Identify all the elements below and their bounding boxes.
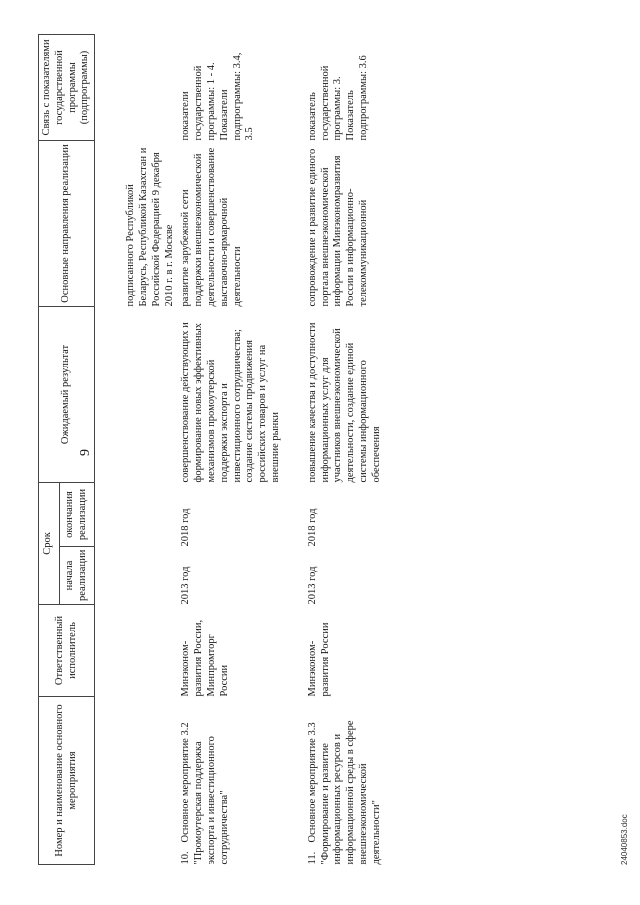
table-row: [176, 34, 282, 864]
continuation-row: [95, 34, 177, 864]
header-executor: Ответственный исполнитель: [39, 605, 95, 697]
measure-name: Основное мероприятие 3.2 "Промоутерская поддержка экспорта и инвестиционного сотрудничества": [180, 722, 230, 865]
indicators-cell: показатели государственной программы: 1 - 4. Показатели подпрограммы: 3.4, 3.5: [180, 52, 256, 141]
document-filename: 24040853.doc: [620, 814, 629, 865]
measures-table: [38, 34, 384, 865]
header-expected-result: Ожидаемый результат: [39, 306, 95, 482]
measure-name: Основное мероприятие 3.3 "Формирование и развитие информационных ресурсов и информационной среды в сфере внешнеэкономической деятельности": [306, 720, 382, 865]
header-term: Срок: [39, 482, 60, 604]
header-term-start: начала реализации: [59, 547, 95, 605]
table-row: [283, 34, 384, 864]
measure-cell: [176, 697, 282, 865]
end-cell: 2018 год: [180, 508, 192, 547]
measure-cell: [283, 697, 384, 865]
result-cell: повышение качества и доступности информационных услуг для участников внешнеэкономической деятельности, создание единой системы информационного обеспечения: [306, 322, 382, 483]
header-term-end: окончания реализации: [59, 482, 95, 546]
row-number: 11.: [306, 851, 318, 865]
result-cell: совершенствование действующих и формирование новых эффективных механизмов промоутерской поддержки экспорта и инвестиционного сотрудничества; создание системы продвижения российских товаров и услуг на внешние рынки: [180, 322, 281, 483]
row-number: 10.: [180, 851, 192, 865]
header-directions: Основные направления реализации: [39, 140, 95, 306]
start-cell: 2013 год: [306, 566, 318, 605]
header-indicators: Связь с показателями государственной программы (подпрограммы): [39, 34, 95, 140]
continuation-directions: подписанного Республикой Беларусь, Республикой Казахстан и Российской Федерацией 9 декабря 2010 г. в г. Москве: [125, 147, 175, 307]
directions-cell: развитие зарубежной сети поддержки внешнеэкономической деятельности и совершенствование выставочно-ярмарочной деятельности: [180, 147, 243, 307]
page-number: 9: [78, 449, 93, 456]
header-row: [39, 34, 60, 864]
header-measure: Номер и наименование основного мероприятия: [39, 697, 95, 865]
indicators-cell: показатель государственной программы: 3. Показатель подпрограммы: 3.6: [306, 55, 369, 141]
executor-cell: Минэконом-развития России: [306, 622, 331, 697]
end-cell: 2018 год: [306, 508, 318, 547]
directions-cell: сопровождение и развитие единого портала внешнеэкономической информации Минэкономразвития России в информационно-телекоммуникационной: [306, 148, 369, 307]
start-cell: 2013 год: [180, 566, 192, 605]
executor-cell: Минэконом-развития России, Минпромторг России: [180, 619, 230, 697]
